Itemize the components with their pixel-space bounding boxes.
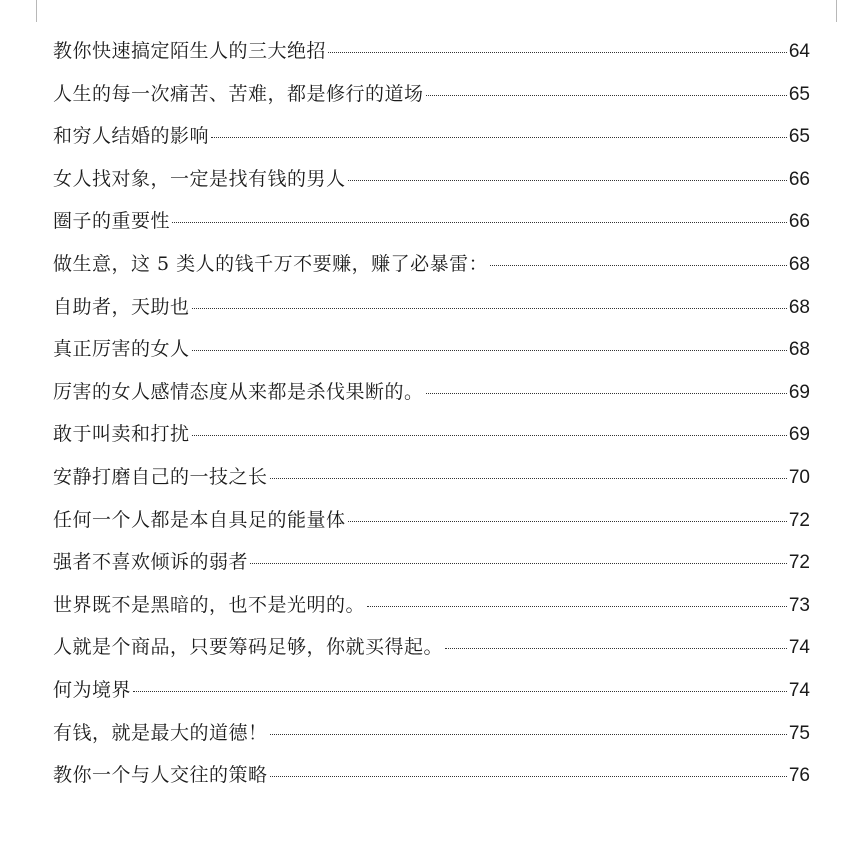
toc-entry-title: 何为境界 [53, 678, 132, 701]
toc-entry[interactable] [53, 754, 810, 797]
toc-page-number: 66 [788, 168, 810, 190]
toc-dot-leader [348, 521, 787, 522]
toc-entry-title: 女人找对象，一定是找有钱的男人 [53, 167, 346, 190]
toc-page-number: 65 [788, 126, 810, 148]
toc-dot-leader [426, 95, 787, 96]
toc-entry[interactable] [53, 286, 810, 329]
toc-entry[interactable] [53, 328, 810, 371]
toc-page-number: 76 [788, 765, 810, 787]
toc-page-number: 69 [788, 381, 810, 403]
toc-entry-title: 自助者，天助也 [53, 295, 190, 318]
toc-entry[interactable] [53, 541, 810, 584]
toc-page-number: 73 [788, 594, 810, 616]
toc-page-number: 70 [788, 466, 810, 488]
toc-dot-leader [270, 734, 787, 735]
toc-entry[interactable] [53, 413, 810, 456]
toc-entry[interactable] [53, 158, 810, 201]
toc-entry[interactable] [53, 371, 810, 414]
toc-entry-title: 人生的每一次痛苦、苦难，都是修行的道场 [53, 82, 424, 105]
toc-entry-title: 人就是个商品，只要筹码足够，你就买得起。 [53, 636, 444, 659]
toc-page-number: 75 [788, 722, 810, 744]
toc-entry-title: 敢于叫卖和打扰 [53, 423, 190, 446]
toc-entry-title: 和穷人结婚的影响 [53, 125, 210, 148]
toc-dot-leader [192, 435, 787, 436]
toc-dot-leader [211, 137, 787, 138]
toc-entry-title: 圈子的重要性 [53, 210, 171, 233]
toc-entry-title: 厉害的女人感情态度从来都是杀伐果断的。 [53, 380, 424, 403]
toc-entry-title: 做生意，这 5 类人的钱千万不要赚，赚了必暴雷： [53, 252, 489, 275]
toc-page-number: 65 [788, 83, 810, 105]
toc-dot-leader [367, 606, 787, 607]
toc-dot-leader [250, 563, 787, 564]
toc-page-number: 69 [788, 424, 810, 446]
toc-page-number: 74 [788, 679, 810, 701]
toc-entry[interactable] [53, 499, 810, 542]
table-of-contents [53, 30, 810, 797]
toc-dot-leader [328, 52, 787, 53]
toc-dot-leader [172, 222, 787, 223]
toc-entry-title: 教你快速搞定陌生人的三大绝招 [53, 40, 327, 62]
toc-dot-leader [192, 350, 787, 351]
page-corner-mark-right [836, 0, 837, 22]
toc-entry[interactable] [53, 200, 810, 243]
toc-entry[interactable] [53, 30, 810, 73]
toc-page-number: 72 [788, 509, 810, 531]
toc-entry-title: 真正厉害的女人 [53, 338, 190, 361]
toc-entry-title: 强者不喜欢倾诉的弱者 [53, 551, 249, 574]
toc-entry[interactable] [53, 584, 810, 627]
toc-dot-leader [270, 776, 787, 777]
toc-entry[interactable] [53, 115, 810, 158]
toc-entry[interactable] [53, 712, 810, 755]
toc-entry[interactable] [53, 669, 810, 712]
toc-entry[interactable] [53, 626, 810, 669]
toc-dot-leader [426, 393, 787, 394]
toc-entry-title: 教你一个与人交往的策略 [53, 764, 268, 787]
toc-dot-leader [348, 180, 787, 181]
toc-dot-leader [192, 308, 787, 309]
toc-entry-title: 世界既不是黑暗的，也不是光明的。 [53, 593, 366, 616]
toc-entry[interactable] [53, 73, 810, 116]
toc-entry-title: 任何一个人都是本自具足的能量体 [53, 508, 346, 531]
toc-dot-leader [270, 478, 787, 479]
toc-dot-leader [445, 648, 787, 649]
toc-page-number: 66 [788, 211, 810, 233]
toc-page-number: 68 [788, 253, 810, 275]
toc-entry[interactable] [53, 243, 810, 286]
toc-entry-title: 安静打磨自己的一技之长 [53, 465, 268, 488]
toc-page-number: 64 [788, 41, 810, 62]
toc-page-number: 68 [788, 339, 810, 361]
toc-dot-leader [133, 691, 787, 692]
toc-entry-title: 有钱，就是最大的道德！ [53, 721, 268, 744]
toc-page-number: 74 [788, 637, 810, 659]
toc-page-number: 68 [788, 296, 810, 318]
toc-entry[interactable] [53, 456, 810, 499]
page-corner-mark-left [36, 0, 37, 22]
toc-page-number: 72 [788, 552, 810, 574]
toc-dot-leader [490, 265, 787, 266]
